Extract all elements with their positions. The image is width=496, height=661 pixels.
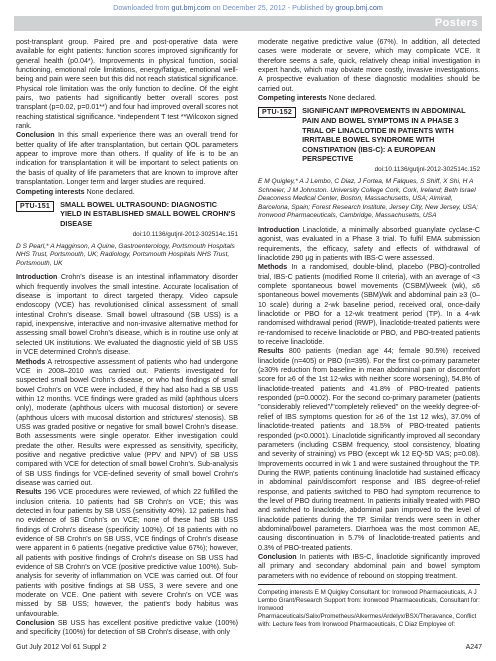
right-column	[258, 38, 480, 629]
abstract-authors: D S Pearl,* A Hagginson, A Quine, Gastroenterology, Portsmouth Hospitals NHS Trust, Portsmouth, UK; Radiology, Portsmouth Hospitals NHS Trust, Portsmouth, UK	[16, 242, 235, 267]
abstract-methods: Methods In a randomised, double-blind, placebo (PBO)-controlled trial, IBS-C patients (modified Rome II criteria), with an average of <3 complete spontaneous bowel movements (CSBM)/week (wk), ≤6 spontaneous bowel movements (SBM)/wk and abdominal pain ≥3 (0–10 scale) during a 2-wk baseline period, received oral, once-daily linaclotide or PBO for a 12-wk treatment period (TP). In a 4-wk randomised withdrawal period (RWP), linaclotide-treated patients were re-randomised to receive linaclotide or PBO, and PBO-treated patients to receive linaclotide.	[258, 263, 480, 347]
section-keyword: Introduction	[16, 273, 58, 282]
abstract-methods: Methods A retrospective assessment of patients who had undergone VCE in 2008–2010 was carried out. Patients investigated for suspected small bowel Crohn's disease, or who had findings of small bowel Crohn's on VCE were included, if they had also had a SB USS within 12 months. VCE findings were graded as mild (aphthous ulcers only), moderate (aphthous ulcers with mucosal distortion) or severe (aphthous ulcers with mucosal distortion and strictures/ stenosis). SB USS was graded positive or negative for small bowel Crohn's disease. Both assessments were single operator. Either investigation could predate the other. Results were expressed as sensitivity, specificity, positive and negative predictive value (PPV and NPV) of SB USS compared with VCE for detection of small bowel Crohn's. Sub-analysis of SB USS findings for VCE-defined severity of small bowel Crohn's disease was carried out.	[16, 357, 238, 487]
abstract-doi[interactable]: doi:10.1136/gutjnl-2012-302514c.151	[132, 230, 238, 238]
abstract-results: Results 800 patients (median age 44; female 90.5%) received linaclotide (n=405) or PBO (n=395). For the first co-primary parameter (≥30% reduction from baseline in mean abdominal pain or discomfort score for ≥6 of the 1st 12-wks with neither score worsening), 54.8% of linaclotide-treated patients and 41.8% of PBO-treated patients responded (p=0.0002). For the second co-primary parameter (patients "considerably relieved"/"completely relieved" on the weekly degree-of-relief of IBS symptoms question for ≥6 of the 1st 12 wks), 37.0% of linaclotide-treated patients and 18.5% of PBO-treated patients responded (p<0.0001). Linaclotide significantly improved all secondary parameters (including CSBM frequency, stool consistency, bloating and severity of straining) vs PBO (except wk 12 EQ-5D VAS; p=0.08). Improvements occurred in wk 1 and were sustained throughout the TP. During the RWP, patients continuing linaclotide had sustained efficacy in abdominal pain/discomfort response and IBS degree-of-relief response, and patients switched to PBO had symptom recurrence to the level of PBO during treatment. In patients initially treated with PBO and switched to linaclotide, abdominal pain improved to the level of linaclotide patients during the TP. Similar trends were seen in other abdominal/bowel parameters. Diarrhoea was the most common AE, causing discontinuation in 5.7% of linaclotide-treated patients and 0.3% of PBO-treated patients.	[258, 347, 480, 552]
abstract-heading-ptu-152	[258, 106, 480, 164]
watermark-link-gut[interactable]: gut.bmj.com	[171, 3, 211, 12]
abstract-introduction: Introduction Linaclotide, a minimally absorbed guanylate cyclase-C agonist, was evaluated in a Phase 3 trial. To fulfil EMA submission requirements, the efficacy, safety and effects of withdrawal of linaclotide 290 µg in patients with IBS-C were assessed.	[258, 225, 480, 262]
abstract-doi[interactable]: doi:10.1136/gutjnl-2012-302514c.152	[374, 165, 480, 173]
section-keyword: Conclusion	[258, 552, 297, 561]
section-keyword: Methods	[16, 357, 46, 366]
abstract-title: SMALL BOWEL ULTRASOUND: DIAGNOSTIC YIELD IN ESTABLISHED SMALL BOWEL CROHN'S DISEASE	[60, 199, 236, 229]
abstract-code: PTU-152	[258, 107, 296, 118]
section-keyword: Introduction	[258, 225, 300, 234]
section-keyword: Conclusion	[16, 131, 55, 140]
download-watermark	[0, 3, 496, 12]
continued-conclusion: moderate negative predictive value (67%). In addition, all detected cases were moderate or severe, which may complicate VCE. It therefore seems a safe, quick, relatively cheap initial investigation in expert hands, which may obviate more costly, invasive investigations. A prospective evaluation of these diagnostic modalities should be carried out.	[258, 38, 480, 93]
abstract-conclusion: Conclusion SB USS has excellent positive predictive value (100%) and specificity (100%) for detection of SB Crohn's disease, with only	[16, 619, 238, 637]
abstract-introduction: Introduction Crohn's disease is an intestinal inflammatory disorder which frequently involves the small intestine. Accurate localisation of disease is important to direct targeted therapy. Video capsule endoscopy (VCE) has revolutionised clinical assessment of small intestinal Crohn's disease. Small bowel ultrasound (SB USS) is a rapid, inexpensive, interactive and non-invasive alternative method for assessing small bowel Crohn's disease, which is in routine use only at selected UK institutions. We evaluated the diagnostic yield of SB USS in VCE determined Crohn's disease.	[16, 273, 238, 357]
abstract-heading-ptu-151	[16, 200, 238, 229]
section-keyword: Competing interests	[16, 187, 85, 196]
left-column	[16, 38, 238, 638]
competing-interests-divider	[258, 584, 480, 585]
section-keyword: Methods	[258, 263, 288, 272]
abstract-title: SIGNIFICANT IMPROVEMENTS IN ABDOMINAL PAIN AND BOWEL SYMPTOMS IN A PHASE 3 TRIAL OF LINACLOTIDE IN PATIENTS WITH IRRITABLE BOWEL SYNDROME WITH CONSTIPATION (IBS-C): A EUROPEAN PERSPECTIVE	[302, 106, 466, 164]
section-keyword: Results	[258, 347, 284, 356]
section-keyword: Competing interests	[258, 94, 327, 103]
prev-abstract-results: post-transplant group. Paired pre and post-operative data were available for eight patients: function scores improved significantly for general health (p0.04*). Improvements in physical function, social functioning, emotional role limitations, energy/fatigue, emotional well-being and pain were seen but this did not reach statistical significance. Physical role limitation was the only function to decline. Of the eight pairs, two patients had significantly better overall scores post transplant (p=0.02, p=0.01**) and four had improved overall scores not reaching statistical significance. *independent T test **Wilcoxon signed rank.	[16, 38, 238, 131]
watermark-prefix: Downloaded from	[113, 3, 172, 12]
section-header-bar	[14, 16, 482, 31]
section-keyword: Results	[16, 488, 42, 497]
watermark-suffix: on December 25, 2012 - Published by	[210, 3, 336, 12]
abstract-conclusion: Conclusion In patients with IBS-C, linaclotide significantly improved all primary and secondary abdominal pain and bowel symptom parameters with no evidence of rebound on stopping treatment.	[258, 552, 480, 580]
abstract-competing-interests: Competing interests E M Quigley Consultant for: Ironwood Pharmaceuticals, A J Lembo Grant/Research Support from: Ironwood Pharmaceuticals, Consultant for: Ironwood Pharmaceuticals/Salix/Prometheus/Alkermes/Ardelyx/BSX/Theravance, Conflict with: Lecture fees from Ironwood Pharmaceuticals, C Diaz Employee of:	[258, 589, 480, 628]
section-title: Posters	[434, 17, 478, 29]
journal-issue: Gut July 2012 Vol 61 Suppl 2	[16, 644, 107, 651]
abstract-authors: E M Quigley,* A J Lembo, C Diaz, J Fortea, M Falques, S Shiff, X Shi, H A Schneier, J M Johnston. University College Cork, Cork, Ireland; Beth Israel Deaconess Medical Center, Boston, Massachusetts, USA; Almirall, Barcelona, Spain; Forest Research Institute, Jersey City, New Jersey, USA; Ironwood Pharmaceuticals, Cambridge, Massachusetts, USA	[258, 177, 478, 220]
abstract-code: PTU-151	[16, 201, 54, 212]
continued-competing-interests: Competing interests None declared.	[258, 94, 377, 103]
prev-abstract-conclusion: Conclusion In this small experience there was an overall trend for better quality of life after transplantation, but certain QOL parameters appear to improve more than others. If quality of life is to be an indication for transplantation it will be important to select patients on the basis of quality of life parameters that are known to improve after transplantation. Longer term and larger studies are required.	[16, 131, 238, 187]
prev-abstract-competing-interests: Competing interests None declared.	[16, 187, 135, 196]
page-footer	[16, 644, 482, 651]
page-number: A247	[465, 644, 482, 651]
watermark-link-group[interactable]: group.bmj.com	[335, 3, 383, 12]
abstract-results: Results 196 VCE procedures were reviewed, of which 22 fulfilled the inclusion criteria. 10 patients had SB Crohn's on VCE; this was detected in four patients by SB USS (sensitivity 40%). 12 patients had no evidence of SB Crohn's on VCE; none of these had SB USS findings of Crohn's disease (specificity 100%). Of 18 patients with no evidence of SB Crohn's on SB USS, VCE findings of Crohn's disease were apparent in 6 patients (negative predictive value 67%); however, all patients with positive findings of Crohn's disease on SB USS had evidence of SB Crohn's on VCE (positive predictive value 100%). Sub-analysis for severity of inflammation on VCE was carried out. Of four patients with positive findings at SB USS, 3 were severe and one moderate on VCE. One patient with severe Crohn's on VCE was missed by SB USS; however, the patient's body habitus was unfavourable.	[16, 488, 238, 618]
section-keyword: Conclusion	[16, 619, 55, 628]
